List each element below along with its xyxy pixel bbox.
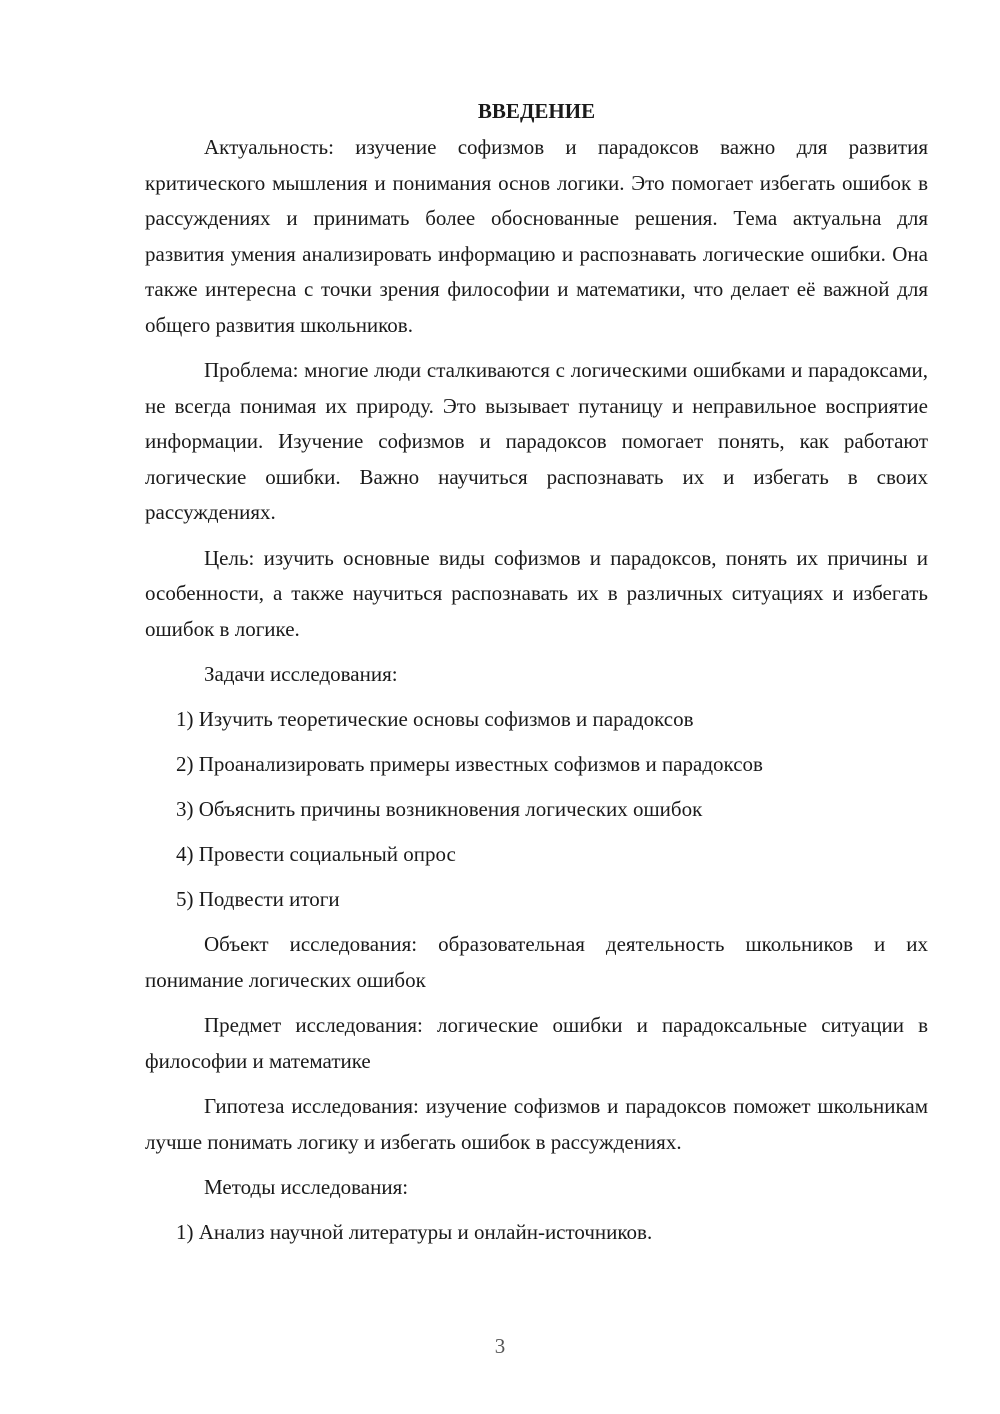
section-heading: ВВЕДЕНИЕ: [477, 99, 596, 123]
hypothesis-paragraph: Гипотеза исследования: изучение софизмов и парадоксов поможет школьникам лучше понимать логику и избегать ошибок в рассуждениях.: [145, 1094, 928, 1154]
object-paragraph: Объект исследования: образовательная деятельность школьников и их понимание логических ошибок: [145, 932, 928, 992]
task-item-4: 4) Провести социальный опрос: [176, 842, 456, 866]
task-item-5: 5) Подвести итоги: [176, 887, 340, 911]
task-item-1: 1) Изучить теоретические основы софизмов и парадоксов: [176, 707, 694, 731]
task-item-2: 2) Проанализировать примеры известных софизмов и парадоксов: [176, 752, 763, 776]
relevance-paragraph: Актуальность: изучение софизмов и парадоксов важно для развития критического мышления и понимания основ логики. Это помогает избегать ошибок в рассуждениях и принимать более обоснованные решения. Тема актуальна для развития умения анализировать информацию и распознавать логические ошибки. Она также интересна с точки зрения философии и математики, что делает её важной для общего развития школьников.: [145, 135, 928, 337]
methods-label: Методы исследования:: [204, 1175, 409, 1199]
page-number: 3: [494, 1334, 506, 1358]
subject-paragraph: Предмет исследования: логические ошибки и парадоксальные ситуации в философии и математике: [145, 1013, 928, 1073]
method-item-1: 1) Анализ научной литературы и онлайн-источников.: [176, 1220, 653, 1244]
goal-paragraph: Цель: изучить основные виды софизмов и парадоксов, понять их причины и особенности, а также научиться распознавать их в различных ситуациях и избегать ошибок в логике.: [145, 545, 928, 641]
task-item-3: 3) Объяснить причины возникновения логических ошибок: [176, 797, 703, 821]
tasks-label: Задачи исследования:: [204, 662, 398, 686]
problem-paragraph: Проблема: многие люди сталкиваются с логическими ошибками и парадоксами, не всегда понимая их природу. Это вызывает путаницу и неправильное восприятие информации. Изучение софизмов и парадоксов помогает понять, как работают логические ошибки. Важно научиться распознавать их и избегать в своих рассуждениях.: [145, 358, 928, 524]
